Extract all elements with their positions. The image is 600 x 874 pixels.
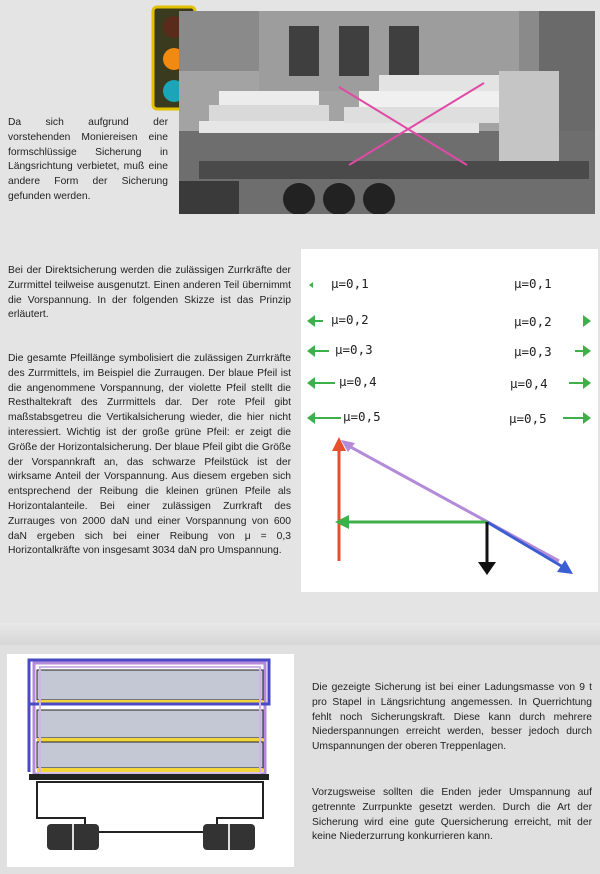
mu-right-1: μ=0,1 bbox=[514, 276, 552, 291]
arrow-left-3 bbox=[307, 345, 329, 357]
mu-left-5: μ=0,5 bbox=[343, 409, 381, 424]
section3-p1: Die gezeigte Sicherung ist bei einer Ladungsmasse von 9 t pro Stapel in Längsrichtung angemessen. In Querrichtung fehlt noch Sicherungskraft. Diese kann durch mehrere Niederspannungen erreicht werden, besser jedoch durch Umspannungen der oberen Treppenlagen. bbox=[312, 682, 592, 753]
arrow-right-4 bbox=[569, 377, 591, 389]
section2-body: Die gesamte Pfeillänge symbolisiert die zulässigen Zurrkräfte des Zurrmittels, im Beispiel die Zurraugen. Der blaue Pfeil ist die angenommene Vorspannung, der violette Pfeil stellt die Resthaltekraft des Zurrmittels dar. Der rote Pfeil gibt maßstabsgetreu die Vertikalsicherung wieder, die hier nicht interessiert. Wichtig ist der große grüne Pfeil: er zeigt die Größe der Horizontalsicherung. Der blaue Pfeil gibt die Größe der Vorspannkraft an, das schwarze Pfeilstück ist der wirksame Anteil der Vorspannung. Aus diesem ergeben sich entsprechend der Reibung die kleinen grünen Pfeile als Horizontalanteile. Bei einer zulässigen Zurrkraft des Zurrauges von 2000 daN und einer Vorspannung von 600 daN ergeben sich bei einer Reibung von μ = 0,3 Horizontalkräfte von insgesamt 3034 daN pro Umspannung. bbox=[8, 353, 291, 557]
section3-p2: Vorzugsweise sollten die Enden jeder Umspannung auf getrennte Zurrpunkte gesetzt werden. Durch die Art der Sicherung wird eine gute Quersicherung erreicht, mit der keine Niederzurrung konkurrieren kann. bbox=[312, 787, 592, 843]
mu-right-3: μ=0,3 bbox=[514, 344, 552, 359]
force-diagram bbox=[301, 249, 598, 592]
mu-left-1: μ=0,1 bbox=[331, 276, 369, 291]
arrow-left-5 bbox=[307, 412, 341, 424]
mu-right-2: μ=0,2 bbox=[514, 314, 552, 329]
mu-right-4: μ=0,4 bbox=[510, 376, 548, 391]
arrow-right-5 bbox=[563, 412, 591, 424]
arrow-left-2 bbox=[307, 315, 323, 327]
truck-cross-section bbox=[7, 654, 294, 867]
blue-arrow bbox=[487, 522, 563, 567]
mu-right-5: μ=0,5 bbox=[509, 411, 547, 426]
section1-text: Da sich aufgrund der vorstehenden Moniereisen eine formschlüssige Sicherung in Längsrichtung verbietet, muß eine andere Form der Sicherung gefunden werden. bbox=[8, 117, 168, 202]
arrow-right-3 bbox=[575, 345, 591, 357]
arrow-left-1 bbox=[309, 282, 313, 288]
truck-photo bbox=[179, 11, 595, 214]
mu-left-2: μ=0,2 bbox=[331, 312, 369, 327]
arrow-left-4 bbox=[307, 377, 335, 389]
section-divider bbox=[0, 623, 600, 645]
violet-arrow bbox=[347, 445, 559, 561]
mu-left-3: μ=0,3 bbox=[335, 342, 373, 357]
section2-intro: Bei der Direktsicherung werden die zulässigen Zurrkräfte der Zurrmittel teilweise ausgenutzt. Einen anderen Teil übernimmt die Vorspannung. In der folgenden Skizze ist das Prinzip erläutert. bbox=[8, 265, 291, 321]
arrow-right-2 bbox=[583, 315, 591, 327]
red-arrow bbox=[332, 437, 346, 561]
green-horizontal-arrow bbox=[335, 515, 487, 529]
mu-left-4: μ=0,4 bbox=[339, 374, 377, 389]
black-arrow bbox=[478, 522, 496, 575]
